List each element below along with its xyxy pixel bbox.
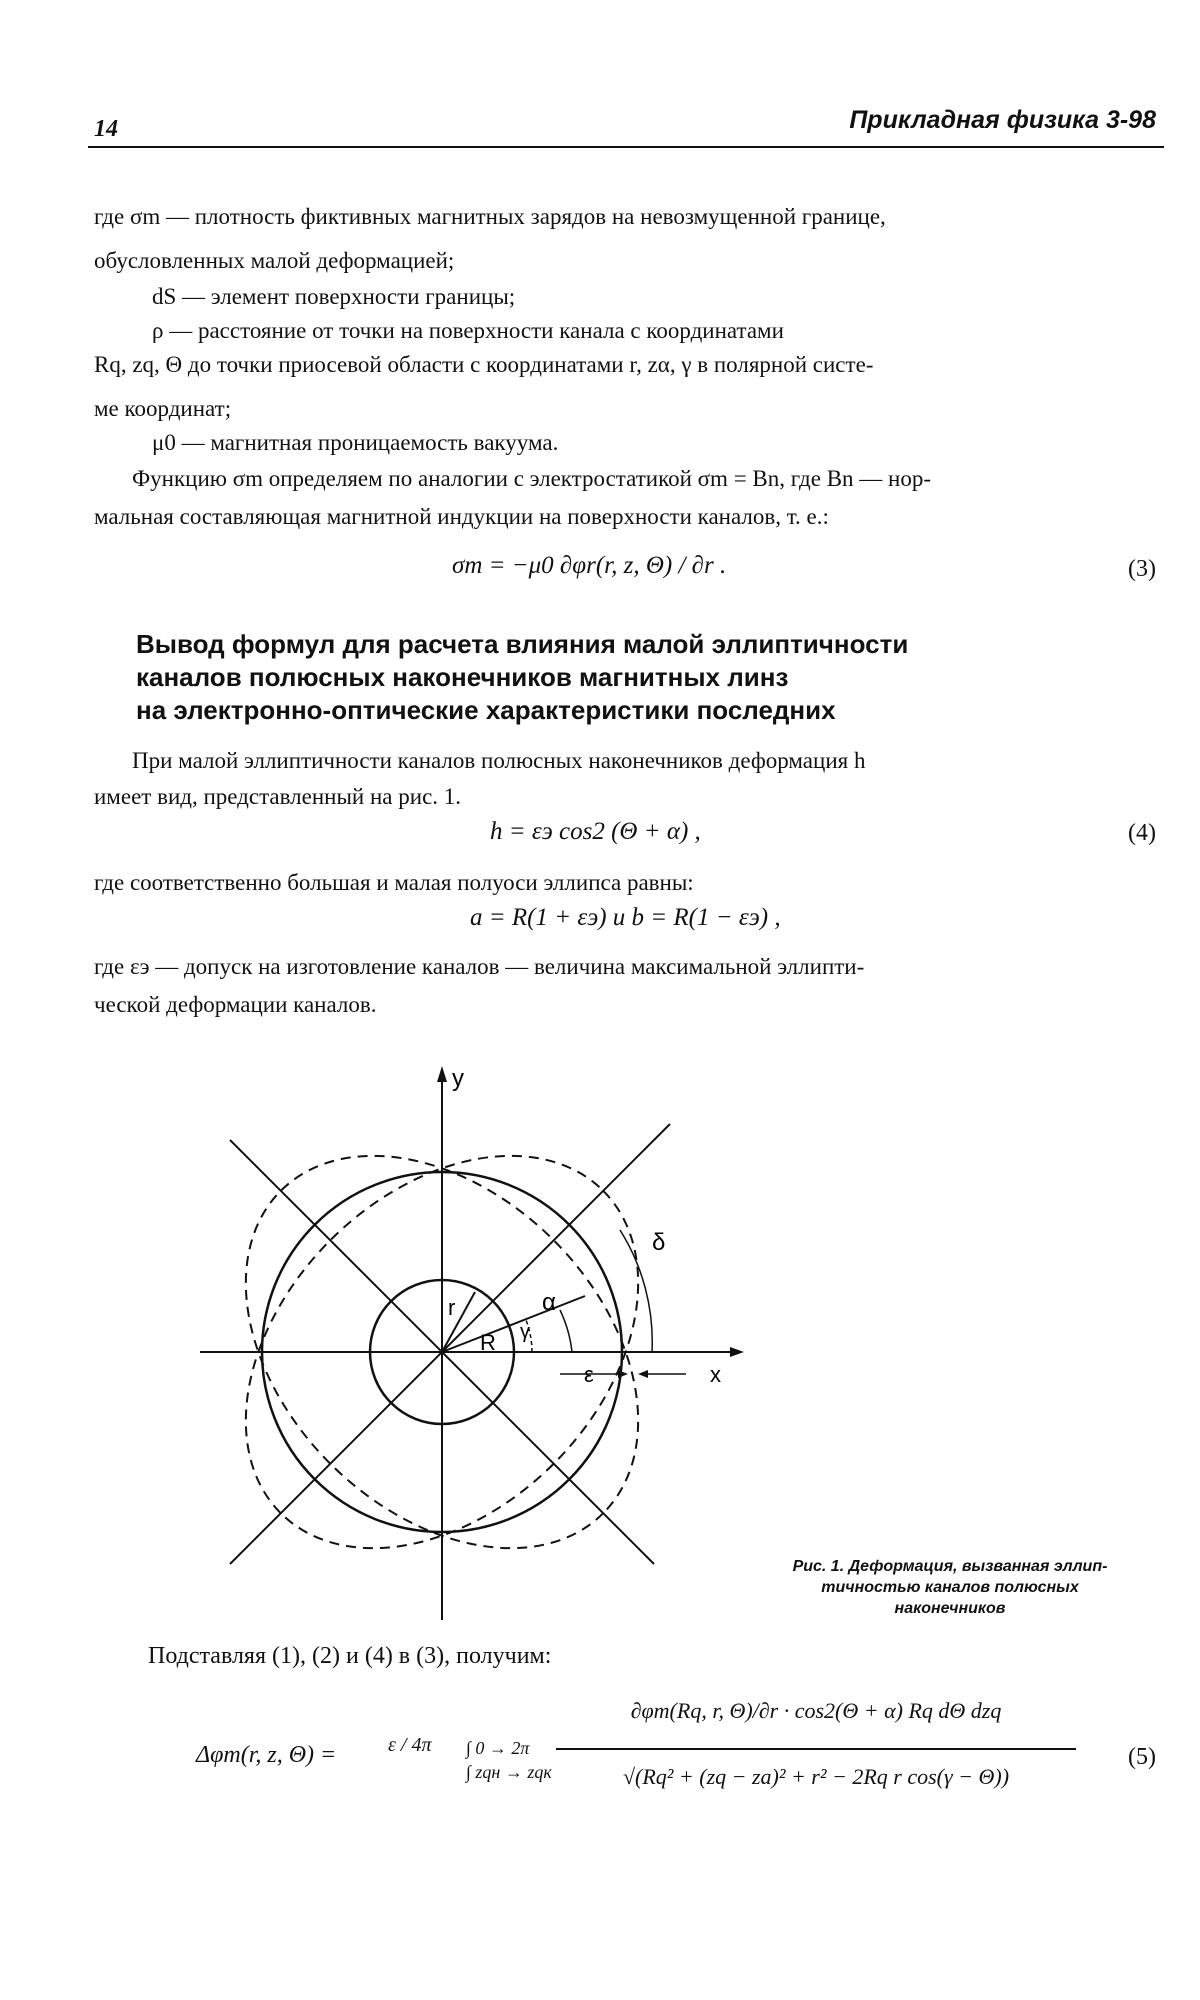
equation-number: (5) [1128, 1744, 1156, 1770]
eq5-denominator: √(Rq² + (zq − za)² + r² − 2Rq r cos(γ − Θ)) [622, 1764, 1010, 1789]
paragraph-line: Rq, zq, Θ до точки приосевой области с координатами r, zα, γ в полярной систе- [94, 352, 874, 377]
eq5-integral-theta: ∫ 0 → 2π [466, 1738, 530, 1758]
equation-number: (3) [1128, 556, 1156, 582]
definition-line: μ0 — магнитная проницаемость вакуума. [152, 430, 559, 455]
paragraph-line: где соответственно большая и малая полуоси эллипса равны: [94, 870, 694, 895]
paragraph-line: мальная составляющая магнитной индукции на поверхности каналов, т. е.: [94, 504, 829, 529]
definition-line: ρ — расстояние от точки на поверхности канала с координатами [152, 318, 784, 343]
caption-line: наконечников [894, 1600, 1006, 1617]
arc-delta [620, 1230, 652, 1352]
definition-line: dS — элемент поверхности границы; [152, 284, 516, 309]
eq5-lhs: Δφm(r, z, Θ) = [196, 1742, 337, 1768]
y-axis-arrow [437, 1066, 447, 1082]
page-number: 14 [94, 116, 118, 142]
eq5-fraction-bar [556, 1748, 1076, 1750]
eq5-coefficient: ε / 4π [388, 1734, 432, 1756]
equation-3: σm = −μ0 ∂φr(r, z, Θ) / ∂r . [452, 552, 727, 579]
paragraph-line: При малой эллиптичности каналов полюсных наконечников деформация h [132, 748, 866, 773]
label-delta: δ [652, 1229, 666, 1256]
section-heading-line: на электронно-оптические характеристики последних [136, 695, 836, 725]
paragraph-line: Подставляя (1), (2) и (4) в (3), получим: [148, 1643, 552, 1669]
radius-r [442, 1292, 475, 1352]
label-alpha: α [542, 1289, 556, 1316]
section-heading [136, 628, 908, 727]
diagonal-line [230, 1124, 670, 1564]
equation-5 [196, 1690, 1076, 1830]
figure-caption [740, 1556, 1160, 1619]
arc-alpha [560, 1310, 572, 1352]
paragraph-line: Функцию σm определяем по аналогии с электростатикой σm = Bn, где Bn — нор- [132, 466, 932, 491]
section-heading-line: Вывод формул для расчета влияния малой эллиптичности [136, 629, 909, 659]
equation-semiaxes: a = R(1 + εэ) и b = R(1 − εэ) , [470, 904, 781, 931]
eq5-integral-z: ∫ zqн → zqк [466, 1762, 552, 1782]
equation-4: h = εэ cos2 (Θ + α) , [490, 818, 701, 845]
deformed-boundary-1 [200, 1079, 715, 1620]
label-R: R [480, 1330, 496, 1355]
paragraph-line: где εэ — допуск на изготовление каналов — величина максимальной эллипти- [94, 954, 865, 979]
epsilon-arrowhead [618, 1370, 628, 1378]
section-heading-line: каналов полюсных наконечников магнитных линз [136, 662, 789, 692]
label-gamma: γ [520, 1321, 530, 1343]
equation-number: (4) [1128, 820, 1156, 846]
journal-title: Прикладная физика 3-98 [849, 106, 1156, 134]
caption-line: Рис. 1. Деформация, вызванная эллип- [792, 1558, 1108, 1575]
label-x-axis: x [710, 1362, 721, 1387]
figure-deformation [200, 1060, 760, 1620]
x-axis-arrow [730, 1347, 744, 1357]
label-epsilon: ε [584, 1362, 594, 1387]
paragraph-line: ме координат; [94, 396, 232, 421]
header-rule [88, 146, 1164, 148]
deformed-boundary-2 [200, 1079, 715, 1620]
eq5-numerator: ∂φm(Rq, r, Θ)/∂r · cos2(Θ + α) Rq dΘ dzq [630, 1698, 1002, 1723]
paragraph-line: имеет вид, представленный на рис. 1. [94, 784, 462, 809]
paragraph-line: обусловленных малой деформацией; [94, 248, 455, 273]
epsilon-arrowhead [638, 1370, 648, 1378]
label-r: r [448, 1295, 456, 1320]
label-y-axis: y [452, 1065, 464, 1092]
paragraph-line: ческой деформации каналов. [94, 992, 377, 1017]
paragraph-line: где σm — плотность фиктивных магнитных зарядов на невозмущенной границе, [94, 204, 886, 229]
caption-line: тичностью каналов полюсных [821, 1579, 1079, 1596]
